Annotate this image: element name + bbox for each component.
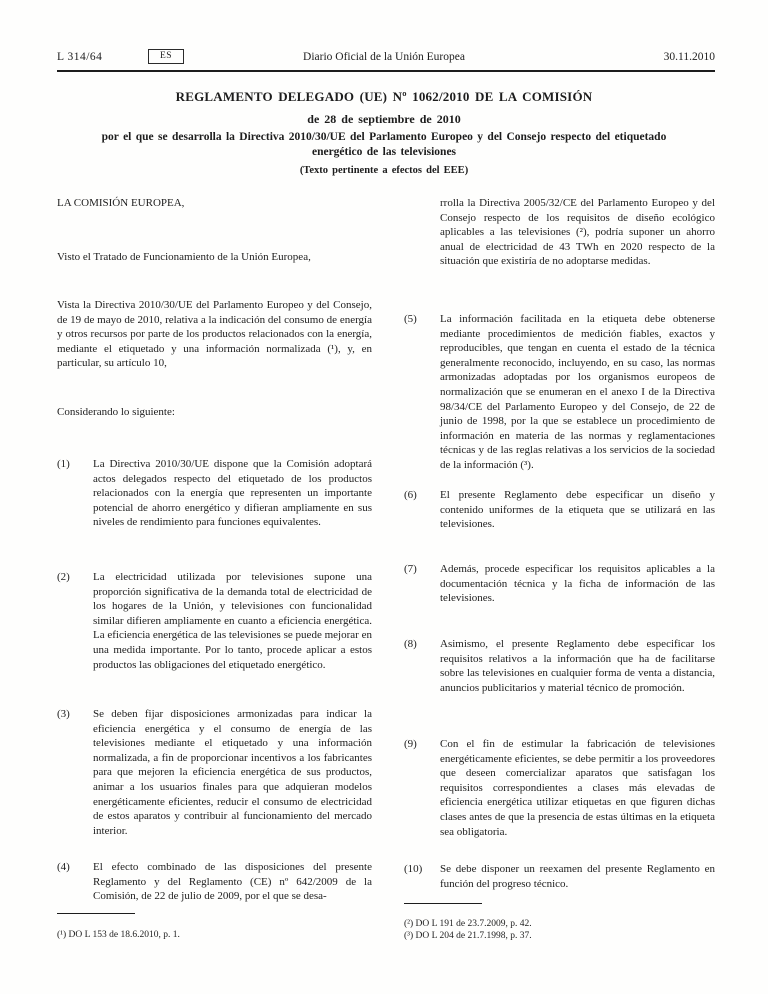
recital-text: Con el fin de estimular la fabricación de televisiones energéticamente eficientes, se debe permitir a los proveedores que deseen comercializar aparatos que satisfagan los requisitos correspondientes a clases más elevadas de eficiencia energética utilizar etiquetas en que figuren dichas clases antes de que la presencia de estas últimas en la etiqueta sea obligatoria. — [440, 738, 715, 838]
regulation-subject: por el que se desarrolla la Directiva 2010/30/UE del Parlamento Europeo y del Consejo respecto del etiquetado energético de las televisiones — [101, 131, 667, 158]
recital-number: (7) — [404, 563, 417, 575]
recital-8 — [404, 637, 715, 695]
recital-3 — [57, 707, 372, 838]
recital-5 — [404, 312, 715, 473]
footnote-1: (¹) DO L 153 de 18.6.2010, p. 1. — [57, 929, 180, 940]
regulation-date: de 28 de septiembre de 2010 — [307, 112, 461, 126]
recital-number: (1) — [57, 458, 70, 470]
recital-number: (4) — [57, 861, 70, 873]
recitals-intro: Considerando lo siguiente: — [57, 406, 175, 418]
footnote-separator — [404, 903, 482, 904]
recital-text: Asimismo, el presente Reglamento debe especificar los requisitos relativos a la información que ha de facilitarse sobre las televisiones en cualquier forma de venta a distancia, anuncios publicitarios y material técnico de promoción. — [440, 638, 715, 694]
language-badge: ES — [148, 49, 184, 64]
recital-text: La electricidad utilizada por televisiones supone una proporción significativa de la demanda total de electricidad de los hogares de la Unión, y televisiones con funcionalidad similar difieren ampliamente en cuanto a eficiencia energética. La eficiencia energética de las televisiones se puede mejorar en una medida importante. Por lo tanto, procede aplicar a estos productos las obligaciones del etiquetado energético. — [93, 571, 372, 671]
recital-number: (6) — [404, 489, 417, 501]
recital-10 — [404, 862, 715, 891]
footnote-3: (³) DO L 204 de 21.7.1998, p. 37. — [404, 930, 532, 941]
regulation-title: REGLAMENTO DELEGADO (UE) Nº 1062/2010 DE LA COMISIÓN — [175, 89, 593, 104]
recital-6 — [404, 488, 715, 532]
recital-9 — [404, 737, 715, 839]
footnote-separator — [57, 913, 135, 914]
issue-date: 30.11.2010 — [663, 51, 715, 63]
recital-1 — [57, 457, 372, 530]
journal-title: Diario Oficial de la Unión Europea — [303, 51, 465, 63]
recital-4 — [57, 860, 372, 904]
header-rule — [57, 70, 715, 72]
recital-number: (9) — [404, 738, 417, 750]
recital-text: El presente Reglamento debe especificar un diseño y contenido uniformes de la etiqueta que se utilizará en las televisiones. — [440, 489, 715, 531]
page-number: L 314/64 — [57, 51, 103, 63]
recital-text: El efecto combinado de las disposiciones del presente Reglamento y del Reglamento (CE) nº 642/2009 de la Comisión, de 22 de julio de 2009, por el que se desa- — [93, 861, 372, 903]
recital-number: (2) — [57, 571, 70, 583]
recital-number: (10) — [404, 863, 423, 875]
commission-opening: LA COMISIÓN EUROPEA, — [57, 197, 185, 209]
recital-text: La Directiva 2010/30/UE dispone que la Comisión adoptará actos delegados respecto del etiquetado de los productos relacionados con la energía que representen un importante potencial de ahorro energético y difieran ampliamente en sus niveles de rendimiento para funciones equivalentes. — [93, 458, 372, 529]
footnote-2: (²) DO L 191 de 23.7.2009, p. 42. — [404, 918, 532, 929]
recital-number: (3) — [57, 708, 70, 720]
recital-number: (5) — [404, 313, 417, 325]
recital-2 — [57, 570, 372, 672]
recital-number: (8) — [404, 638, 417, 650]
eee-notice: (Texto pertinente a efectos del EEE) — [299, 165, 469, 176]
citation-directive: Vista la Directiva 2010/30/UE del Parlamento Europeo y del Consejo, de 19 de mayo de 2010, relativa a la indicación del consumo de energía y otros recursos por parte de los productos relacionados con la energía, mediante el etiquetado y una información normalizada (¹), y, en particular, su artículo 10, — [57, 299, 372, 370]
recital-7 — [404, 562, 715, 606]
recital-text: Se deben fijar disposiciones armonizadas para indicar la eficiencia energética y el consumo de energía de las televisiones mediante el etiquetado y una información normalizada, a fin de proporcionar incentivos a los fabricantes para que mejoren la eficiencia energética de sus productos, animar a los usuarios finales para que adquieran modelos energéticamente eficientes, reducir el consumo de electricidad de estos aparatos y contribuir al funcionamiento del mercado interior. — [93, 708, 372, 837]
recital-4-continuation: rrolla la Directiva 2005/32/CE del Parlamento Europeo y del Consejo respecto de los requisitos de diseño ecológico aplicables a las televisiones (²), podría suponer un ahorro anual de electricidad de 43 TWh en 2020 respecto de la situación que existiría de no adoptarse medidas. — [440, 197, 715, 268]
citation-treaty: Visto el Tratado de Funcionamiento de la Unión Europea, — [57, 251, 311, 263]
recital-text: Se debe disponer un reexamen del presente Reglamento en función del progreso técnico. — [440, 863, 715, 890]
recital-text: Además, procede especificar los requisitos aplicables a la documentación técnica y la ficha de información de las televisiones. — [440, 563, 715, 605]
recital-text: La información facilitada en la etiqueta debe obtenerse mediante procedimientos de medición fiables, exactos y reproducibles, que tengan en cuenta el estado de la técnica generalmente reconocido, incluyendo, en su caso, las normas armonizadas adoptadas por los organismos europeos de normalización que se enumeran en el anexo I de la Directiva 98/34/CE del Parlamento Europeo y del Consejo, de 22 de junio de 1998, por la que se establece un procedimiento de información en materia de las normas y reglamentaciones técnicas y de las reglas relativas a los servicios de la sociedad de la información (³). — [440, 313, 715, 471]
